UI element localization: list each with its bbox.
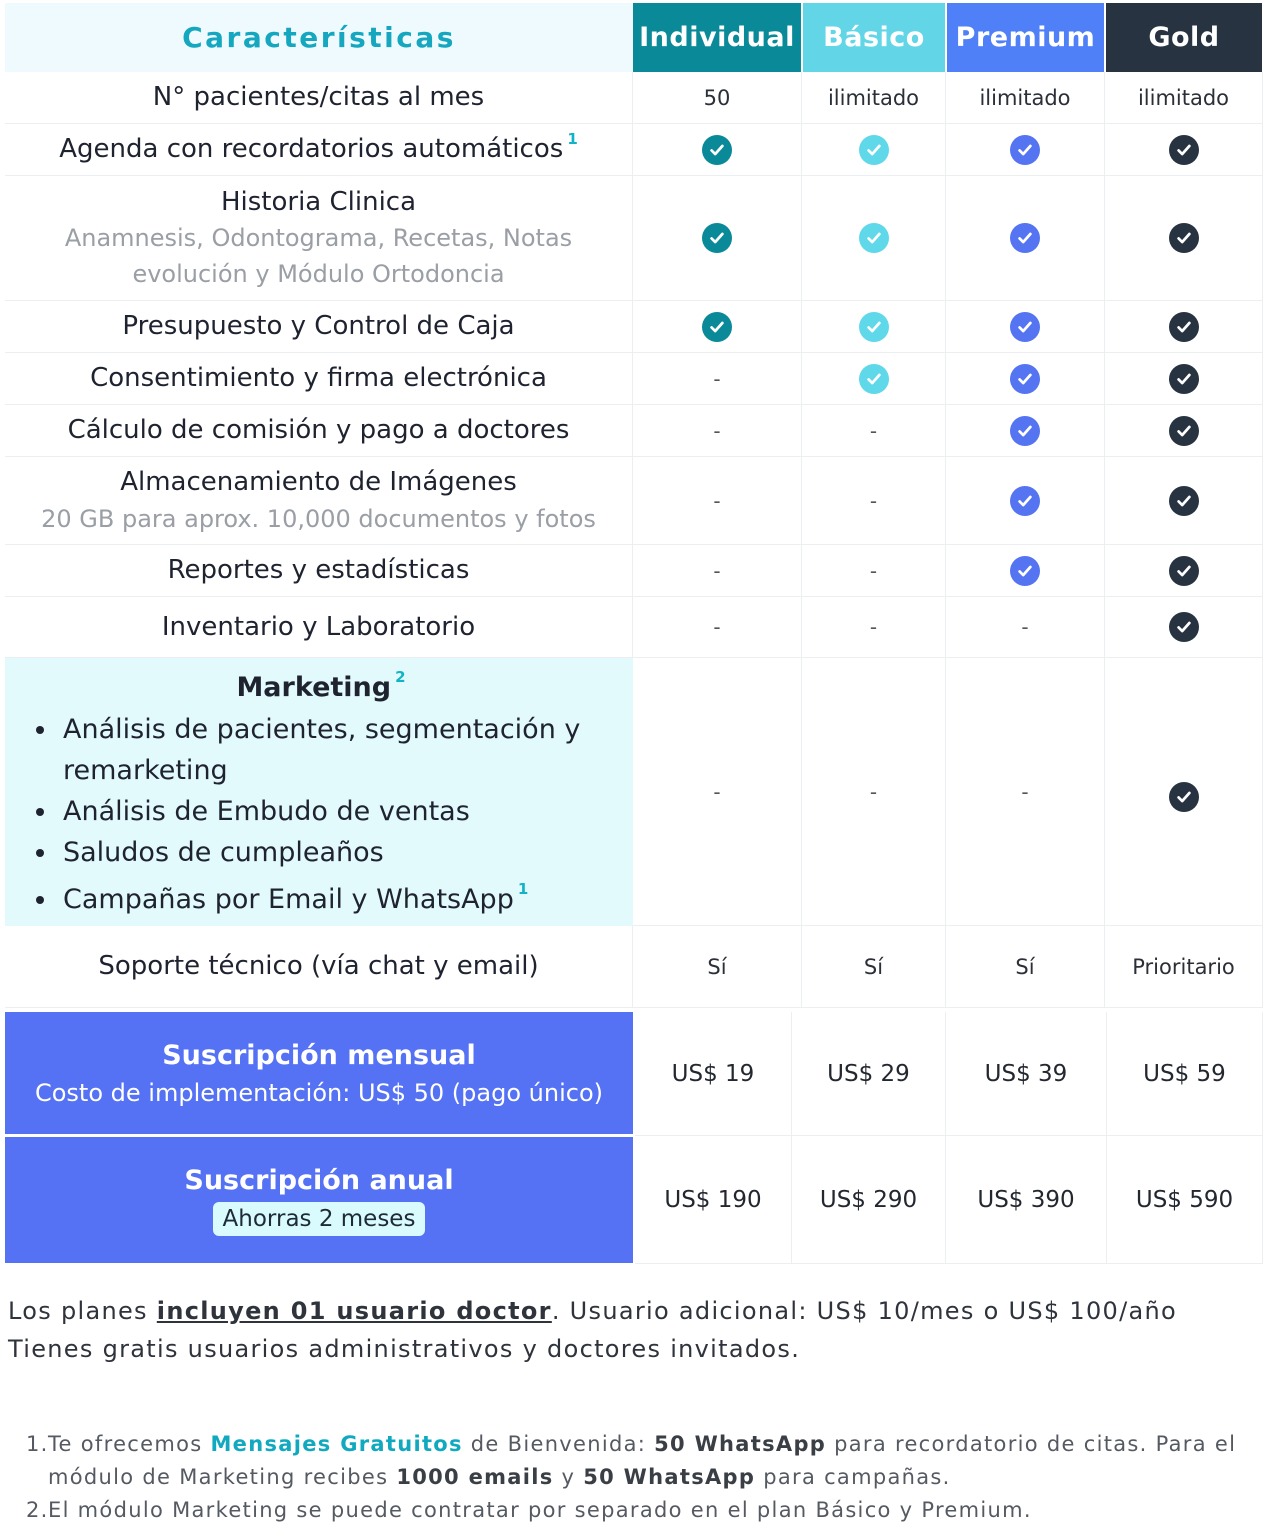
check-cell xyxy=(1105,124,1263,176)
monthly-subtitle: Costo de implementación: US$ 50 (pago único) xyxy=(34,1078,603,1107)
check-cell xyxy=(1105,457,1263,545)
check-cell xyxy=(1105,545,1263,597)
check-cell xyxy=(802,353,946,405)
support-premium: Sí xyxy=(946,926,1105,1008)
monthly-price-premium: US$ 39 xyxy=(946,1012,1107,1136)
check-cell xyxy=(946,353,1105,405)
check-cell xyxy=(1105,301,1263,353)
list-item: • Análisis de pacientes, segmentación y remarketing xyxy=(59,709,613,791)
feature-label: N° pacientes/citas al mes xyxy=(152,82,485,113)
feature-row-reportes xyxy=(5,545,633,597)
dash-cell: - xyxy=(802,405,946,457)
check-icon xyxy=(1010,364,1040,394)
annual-price-individual: US$ 190 xyxy=(635,1136,792,1264)
feature-label: Cálculo de comisión y pago a doctores xyxy=(67,415,570,446)
check-icon xyxy=(1169,364,1199,394)
footnote-1: 1. Te ofrecemos Mensajes Gratuitos de Bienvenida: 50 WhatsApp para recordatorio de citas. Para el módulo de Marketing recibes 1000 emails y 50 WhatsApp para campañas. xyxy=(26,1432,1237,1489)
plan-name-basico: Básico xyxy=(823,22,925,53)
check-cell xyxy=(1105,597,1263,658)
check-cell xyxy=(946,176,1105,301)
value-individual: 50 xyxy=(633,72,802,124)
dash-cell: - xyxy=(946,597,1105,658)
feature-row-consentimiento xyxy=(5,353,633,405)
footnote-ref: 1 xyxy=(567,129,578,148)
support-individual: Sí xyxy=(633,926,802,1008)
annual-price-basico: US$ 290 xyxy=(792,1136,946,1264)
dash-cell: - xyxy=(802,597,946,658)
check-icon xyxy=(1169,416,1199,446)
check-cell xyxy=(946,405,1105,457)
check-cell xyxy=(633,301,802,353)
check-icon xyxy=(859,312,889,342)
check-cell xyxy=(1105,176,1263,301)
feature-label: Historia Clinica xyxy=(220,186,417,217)
check-icon xyxy=(702,223,732,253)
plan-name-premium: Premium xyxy=(955,22,1096,53)
check-cell xyxy=(1105,658,1263,926)
monthly-price-basico: US$ 29 xyxy=(792,1012,946,1136)
check-cell xyxy=(802,301,946,353)
plan-header-basico xyxy=(803,3,945,72)
footer-line-1: Los planes incluyen 01 usuario doctor. Usuario adicional: US$ 10/mes o US$ 100/año xyxy=(8,1297,1177,1325)
plan-header-individual xyxy=(633,3,801,72)
list-item: • Análisis de Embudo de ventas xyxy=(59,791,613,832)
check-icon xyxy=(1010,223,1040,253)
feature-label: Inventario y Laboratorio xyxy=(161,611,476,642)
check-icon xyxy=(702,135,732,165)
feature-sublabel: 20 GB para aprox. 10,000 documentos y fotos xyxy=(41,504,596,533)
dash-cell: - xyxy=(802,658,946,926)
check-cell xyxy=(633,176,802,301)
monthly-subscription-label xyxy=(5,1012,633,1134)
check-cell xyxy=(802,176,946,301)
free-messages-highlight: Mensajes Gratuitos xyxy=(210,1432,463,1456)
check-icon xyxy=(859,135,889,165)
dash-cell: - xyxy=(633,545,802,597)
footnote-2: 2. El módulo Marketing se puede contratar por separado en el plan Básico y Premium. xyxy=(26,1498,1032,1522)
monthly-price-gold: US$ 59 xyxy=(1107,1012,1263,1136)
check-cell xyxy=(946,457,1105,545)
check-icon xyxy=(1010,135,1040,165)
support-gold: Prioritario xyxy=(1105,926,1263,1008)
dash-cell: - xyxy=(802,457,946,545)
check-cell xyxy=(1105,353,1263,405)
included-users-highlight: incluyen 01 usuario doctor xyxy=(156,1297,552,1325)
footnote-ref: 1 xyxy=(517,880,529,898)
annual-price-premium: US$ 390 xyxy=(946,1136,1107,1264)
savings-badge: Ahorras 2 meses xyxy=(213,1202,426,1236)
feature-row-comision xyxy=(5,405,633,457)
annual-price-gold: US$ 590 xyxy=(1107,1136,1263,1264)
footnotes xyxy=(26,1428,1266,1527)
list-item: • Campañas por Email y WhatsApp $^1$ xyxy=(59,873,613,920)
feature-row-marketing xyxy=(5,658,633,926)
features-header xyxy=(5,3,633,72)
footer-line-2: Tienes gratis usuarios administrativos y doctores invitados. xyxy=(8,1335,801,1363)
annual-title: Suscripción anual xyxy=(184,1164,454,1196)
check-icon xyxy=(1169,556,1199,586)
check-icon xyxy=(1169,782,1199,812)
check-cell xyxy=(1105,405,1263,457)
dash-cell: - xyxy=(633,405,802,457)
check-icon xyxy=(859,364,889,394)
check-icon xyxy=(1010,486,1040,516)
feature-row-agenda xyxy=(5,124,633,176)
check-cell xyxy=(802,124,946,176)
check-icon xyxy=(859,223,889,253)
feature-row-soporte xyxy=(5,926,633,1008)
feature-label: Almacenamiento de Imágenes xyxy=(120,467,517,498)
dash-cell: - xyxy=(633,658,802,926)
feature-row-almacenamiento xyxy=(5,457,633,545)
footnote-ref: 2 xyxy=(395,668,406,686)
annual-subscription-label xyxy=(5,1137,633,1263)
check-icon xyxy=(1010,312,1040,342)
check-icon xyxy=(1169,223,1199,253)
dash-cell: - xyxy=(633,597,802,658)
check-icon xyxy=(1169,486,1199,516)
feature-sublabel: Anamnesis, Odontograma, Recetas, Notas evolución y Módulo Ortodoncia xyxy=(64,224,573,289)
value-gold: ilimitado xyxy=(1105,72,1263,124)
check-icon xyxy=(1169,312,1199,342)
plan-header-premium xyxy=(947,3,1104,72)
feature-label: Consentimiento y firma electrónica xyxy=(90,363,547,394)
feature-row-patients xyxy=(5,72,633,124)
marketing-title: Marketing $^2$ xyxy=(236,668,406,703)
plan-name-individual: Individual xyxy=(639,22,795,53)
check-cell xyxy=(946,545,1105,597)
feature-row-presupuesto xyxy=(5,301,633,353)
check-icon xyxy=(1169,612,1199,642)
value-basico: ilimitado xyxy=(802,72,946,124)
feature-row-historia xyxy=(5,176,633,301)
support-basico: Sí xyxy=(802,926,946,1008)
plan-header-gold xyxy=(1106,3,1262,72)
feature-row-inventario xyxy=(5,597,633,658)
check-icon xyxy=(1169,135,1199,165)
value-premium: ilimitado xyxy=(946,72,1105,124)
feature-label: Agenda con recordatorios automáticos $^1$ xyxy=(59,129,578,165)
feature-label: Soporte técnico (vía chat y email) xyxy=(98,951,539,982)
plan-name-gold: Gold xyxy=(1148,22,1220,53)
dash-cell: - xyxy=(946,658,1105,926)
feature-label: Reportes y estadísticas xyxy=(167,555,470,586)
check-icon xyxy=(702,312,732,342)
check-cell xyxy=(633,124,802,176)
dash-cell: - xyxy=(633,353,802,405)
dash-cell: - xyxy=(802,545,946,597)
check-icon xyxy=(1010,416,1040,446)
features-header-label: Características xyxy=(182,21,456,54)
dash-cell: - xyxy=(633,457,802,545)
list-item: • Saludos de cumpleaños xyxy=(59,832,613,873)
check-cell xyxy=(946,124,1105,176)
monthly-price-individual: US$ 19 xyxy=(635,1012,792,1136)
feature-label: Presupuesto y Control de Caja xyxy=(122,311,515,342)
marketing-list xyxy=(29,709,613,920)
check-cell xyxy=(946,301,1105,353)
footer-users-info xyxy=(8,1292,1258,1368)
monthly-title: Suscripción mensual xyxy=(162,1039,476,1071)
check-icon xyxy=(1010,556,1040,586)
